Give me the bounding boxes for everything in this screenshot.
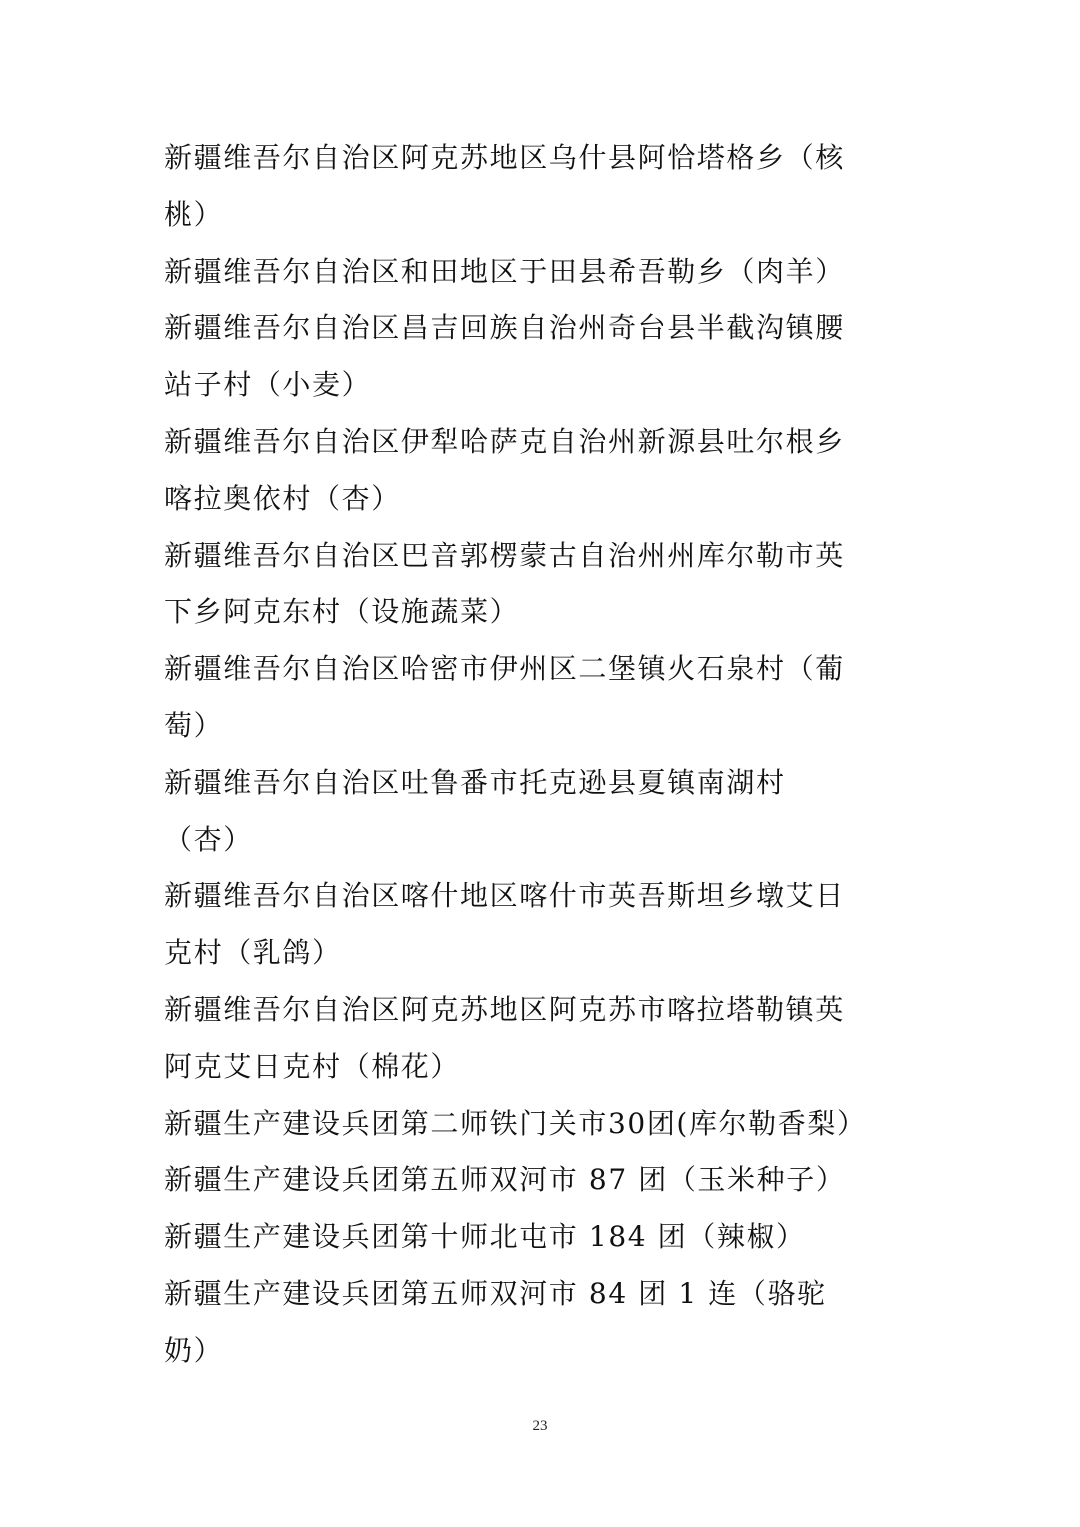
list-item: 新疆维吾尔自治区和田地区于田县希吾勒乡（肉羊） [164, 254, 845, 288]
list-item: 新疆维吾尔自治区伊犁哈萨克自治州新源县吐尔根乡喀拉奥依村（杏） [164, 424, 845, 515]
page-number: 23 [532, 1418, 548, 1434]
list-item: 新疆维吾尔自治区昌吉回族自治州奇台县半截沟镇腰站子村（小麦） [164, 311, 845, 402]
list-item: 新疆维吾尔自治区阿克苏地区乌什县阿恰塔格乡（核桃） [164, 141, 845, 231]
village-list [164, 130, 867, 1380]
list-item: 新疆生产建设兵团第二师铁门关市30团(库尔勒香梨） [164, 1106, 867, 1140]
list-item: 新疆维吾尔自治区喀什地区喀什市英吾斯坦乡墩艾日克村（乳鸽） [164, 879, 845, 970]
list-item: 新疆维吾尔自治区阿克苏地区阿克苏市喀拉塔勒镇英阿克艾日克村（棉花） [164, 992, 845, 1083]
list-item: 新疆生产建设兵团第五师双河市 87 团（玉米种子） [164, 1163, 846, 1197]
list-item: 新疆生产建设兵团第五师双河市 84 团 1 连（骆驼奶） [164, 1276, 827, 1367]
list-item: 新疆维吾尔自治区巴音郭楞蒙古自治州州库尔勒市英下乡阿克东村（设施蔬菜） [164, 538, 845, 629]
list-item: 新疆生产建设兵团第十师北屯市 184 团（辣椒） [164, 1220, 806, 1254]
list-item: 新疆维吾尔自治区吐鲁番市托克逊县夏镇南湖村（杏） [164, 765, 786, 856]
list-item: 新疆维吾尔自治区哈密市伊州区二堡镇火石泉村（葡萄） [164, 652, 845, 742]
